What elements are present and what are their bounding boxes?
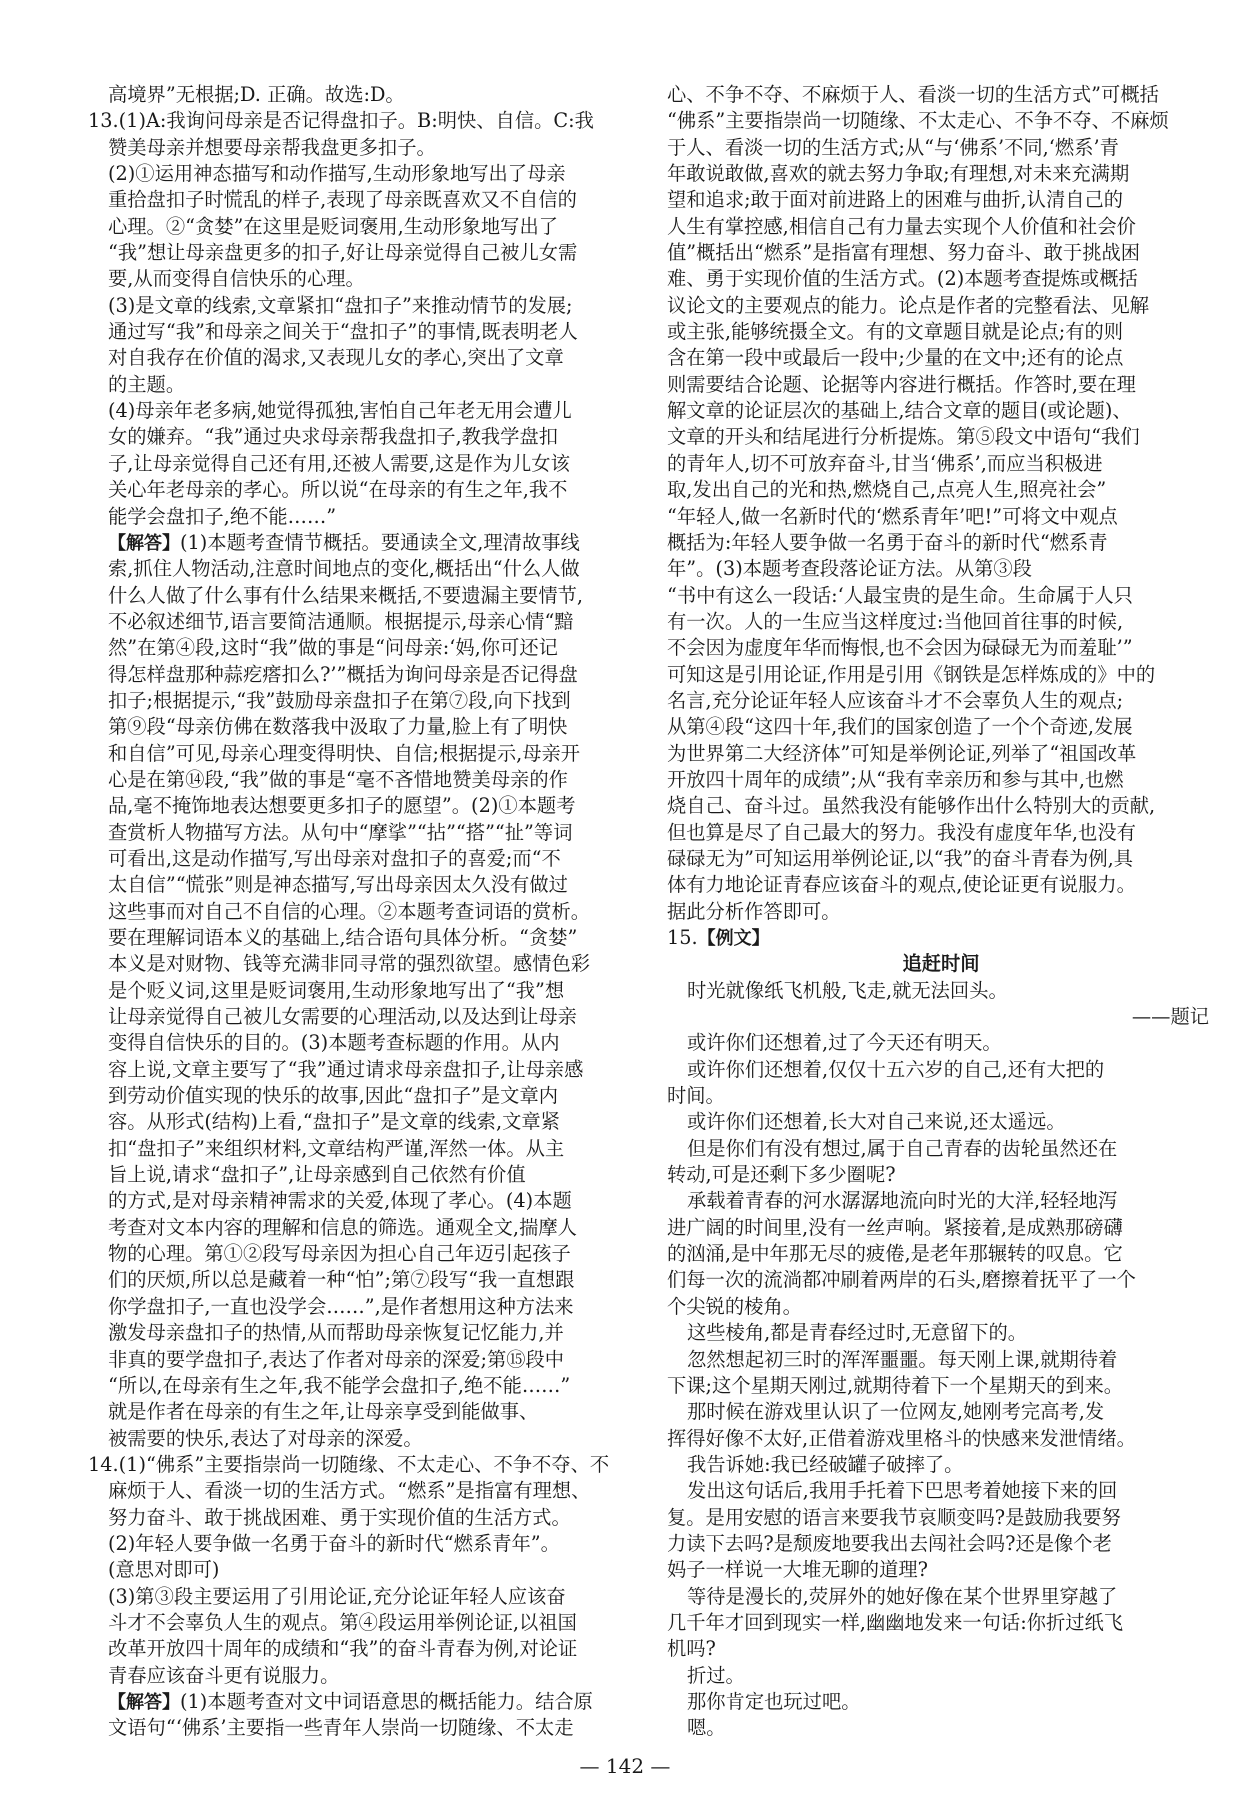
text-line xyxy=(667,214,1215,240)
text-line xyxy=(667,135,1215,161)
line-text: 于人、看淡一切的生活方式;从“与‘佛系’不同,‘燃系’青 xyxy=(667,135,1119,159)
line-text: ——题记 xyxy=(1131,1005,1209,1029)
text-line xyxy=(88,1557,636,1583)
text-line xyxy=(667,872,1215,898)
line-text: 文语句“‘佛系’主要指一些青年人崇尚一切随缘、不太走 xyxy=(108,1716,574,1740)
text-line xyxy=(88,108,636,134)
line-text: (2)①运用神态描写和动作描写,生动形象地写出了母亲 xyxy=(108,162,566,186)
line-text: 心是在第⑭段,“我”做的事是“毫不吝惜地赞美母亲的作 xyxy=(108,767,568,791)
text-line xyxy=(667,424,1215,450)
text-line xyxy=(667,714,1215,740)
line-text: (2)年轻人要争做一名勇于奋斗的新时代“燃系青年”。 xyxy=(108,1531,560,1555)
text-line xyxy=(88,1663,636,1689)
line-text: 挥得好像不太好,正借着游戏里格斗的快感来发泄情绪。 xyxy=(667,1426,1136,1450)
line-text: 查赏析人物描写方法。从句中“摩挲”“拈”“搭”“扯”等词 xyxy=(108,820,573,844)
text-line xyxy=(88,872,636,898)
text-line xyxy=(88,951,636,977)
text-line xyxy=(667,1294,1215,1320)
text-line xyxy=(667,1689,1215,1715)
text-line xyxy=(88,1531,636,1557)
text-line xyxy=(667,1030,1215,1056)
line-text: 进广阔的时间里,没有一丝声响。紧接着,是成熟那磅礴 xyxy=(667,1215,1123,1239)
line-text: 名言,充分论证年轻人应该奋斗才不会辜负人生的观点; xyxy=(667,688,1124,712)
line-text: 人生有掌控感,相信自己有力量去实现个人价值和社会价 xyxy=(667,214,1136,238)
text-line xyxy=(88,793,636,819)
line-text: 或主张,能够统摄全文。有的文章题目就是论点;有的则 xyxy=(667,320,1124,344)
line-text: 那时候在游戏里认识了一位网友,她刚考完高考,发 xyxy=(687,1400,1105,1424)
text-line xyxy=(88,398,636,424)
page-number: — 142 — xyxy=(579,1754,671,1778)
text-line xyxy=(88,662,636,688)
line-text: 的青年人,切不可放弃奋斗,甘当‘佛系’,而应当积极进 xyxy=(667,451,1103,475)
text-line xyxy=(667,583,1215,609)
text-line xyxy=(667,451,1215,477)
line-text: 忽然想起初三时的浑浑噩噩。每天刚上课,就期待着 xyxy=(687,1347,1118,1371)
line-text: 心、不争不夺、不麻烦于人、看淡一切的生活方式”可概括 xyxy=(667,83,1159,106)
line-text: 那你肯定也玩过吧。 xyxy=(687,1689,861,1713)
text-line xyxy=(667,1373,1215,1399)
line-text: 为世界第二大经济体”可知是举例论证,列举了“祖国改革 xyxy=(667,741,1137,765)
text-line xyxy=(88,1109,636,1135)
text-line xyxy=(667,899,1215,925)
text-line xyxy=(667,1610,1215,1636)
line-text: 复。是用安慰的语言来要我节哀顺变吗?是鼓励我要努 xyxy=(667,1505,1121,1529)
text-line xyxy=(88,1478,636,1504)
text-line xyxy=(667,846,1215,872)
line-text: (3)第③段主要运用了引用论证,充分论证年轻人应该奋 xyxy=(108,1584,566,1608)
line-text: 下课;这个星期天刚过,就期待着下一个星期天的到来。 xyxy=(667,1373,1124,1397)
text-line xyxy=(88,1294,636,1320)
line-text: 这些事而对自己不自信的心理。②本题考查词语的赏析。 xyxy=(108,899,591,923)
left-column xyxy=(88,82,636,1742)
text-line xyxy=(88,1188,636,1214)
line-text: “书中有这么一段话:‘人最宝贵的是生命。生命属于人只 xyxy=(667,583,1133,607)
text-line xyxy=(88,1426,636,1452)
text-line xyxy=(88,556,636,582)
line-text: 值”概括出“燃系”是指富有理想、努力奋斗、敢于挑战困 xyxy=(667,241,1141,265)
text-line xyxy=(88,1267,636,1293)
line-text: 让母亲觉得自己被儿女需要的心理活动,以及达到让母亲 xyxy=(108,1005,577,1029)
line-text: 索,抓住人物活动,注意时间地点的变化,概括出“什么人做 xyxy=(108,557,580,581)
line-text: 14.(1)“佛系”主要指崇尚一切随缘、不太走心、不争不夺、不 xyxy=(88,1452,610,1476)
text-line xyxy=(667,477,1215,503)
line-text: 则需要结合论题、论据等内容进行概括。作答时,要在理 xyxy=(667,372,1136,396)
text-line xyxy=(88,1636,636,1662)
line-text: 本义是对财物、钱等充满非同寻常的强烈欲望。感情色彩 xyxy=(108,952,591,976)
line-text: 转动,可是还剩下多少圈呢? xyxy=(667,1163,896,1187)
text-line xyxy=(88,1057,636,1083)
line-text: 我告诉她:我已经破罐子破摔了。 xyxy=(687,1452,964,1476)
text-line xyxy=(88,1584,636,1610)
text-line xyxy=(88,1399,636,1425)
line-text: 要在理解词语本义的基础上,结合语句具体分析。“贪婪” xyxy=(108,926,578,949)
text-line xyxy=(667,793,1215,819)
line-text: 含在第一段中或最后一段中;少量的在文中;还有的论点 xyxy=(667,346,1124,370)
text-line xyxy=(667,1636,1215,1662)
question-number: 15. xyxy=(667,926,698,949)
line-text: 重拾盘扣子时慌乱的样子,表现了母亲既喜欢又不自信的 xyxy=(108,188,577,212)
section-tag: 【解答】 xyxy=(108,532,180,554)
line-text: 这些棱角,都是青春经过时,无意留下的。 xyxy=(687,1321,1028,1345)
line-text: 体有力地论证青春应该奋斗的观点,使论证更有说服力。 xyxy=(667,873,1136,897)
text-line xyxy=(88,319,636,345)
line-text: 或许你们还想着,仅仅十五六岁的自己,还有大把的 xyxy=(687,1057,1105,1081)
line-text: “佛系”主要指崇尚一切随缘、不太走心、不争不夺、不麻烦 xyxy=(667,109,1169,133)
line-text: 然”在第④段,这时“我”做的事是“问母亲:‘妈,你可还记 xyxy=(108,636,558,660)
line-text: 议论文的主要观点的能力。论点是作者的完整看法、见解 xyxy=(667,293,1150,317)
text-line xyxy=(88,1136,636,1162)
text-line xyxy=(667,1004,1215,1030)
right-column xyxy=(667,82,1215,1742)
line-text: 个尖锐的棱角。 xyxy=(667,1294,802,1318)
line-text: 和自信”可见,母亲心理变得明快、自信;根据提示,母亲开 xyxy=(108,741,581,765)
text-line xyxy=(667,240,1215,266)
text-line xyxy=(88,504,636,530)
line-text: 有一次。人的一生应当这样度过:当他回首往事的时候, xyxy=(667,609,1124,633)
line-text: 的汹涌,是中年那无尽的疲倦,是老年那辗转的叹息。它 xyxy=(667,1242,1123,1266)
line-text: 们每一次的流淌都冲刷着两岸的石头,磨擦着抚平了一个 xyxy=(667,1268,1136,1292)
text-line xyxy=(88,767,636,793)
text-line xyxy=(667,1399,1215,1425)
text-line xyxy=(88,214,636,240)
line-text: 麻烦于人、看淡一切的生活方式。“燃系”是指富有理想、 xyxy=(108,1479,591,1503)
line-text: 能学会盘扣子,绝不能……” xyxy=(108,504,337,528)
line-text: 关心年老母亲的孝心。所以说“在母亲的有生之年,我不 xyxy=(108,478,568,502)
line-text: 文章的开头和结尾进行分析提炼。第⑤段文中语句“我们 xyxy=(667,425,1140,449)
text-line xyxy=(88,609,636,635)
text-line xyxy=(667,372,1215,398)
text-line xyxy=(667,767,1215,793)
text-line xyxy=(667,1188,1215,1214)
line-text: 概括为:年轻人要争做一名勇于奋斗的新时代“燃系青 xyxy=(667,530,1108,554)
text-line xyxy=(667,1241,1215,1267)
line-text: 机吗? xyxy=(667,1637,716,1661)
line-text: 考查对文本内容的理解和信息的筛选。通观全文,揣摩人 xyxy=(108,1215,577,1239)
text-line xyxy=(667,1109,1215,1135)
line-text: 嗯。 xyxy=(687,1716,726,1740)
line-text: 赞美母亲并想要母亲帮我盘更多扣子。 xyxy=(108,135,436,159)
line-text: 年敢说敢做,喜欢的就去努力争取;有理想,对未来充满期 xyxy=(667,162,1130,186)
text-line xyxy=(88,1452,636,1478)
line-text: 要,从而变得自信快乐的心理。 xyxy=(108,267,365,291)
line-text: 不会因为虚度年华而悔恨,也不会因为碌碌无为而羞耻’” xyxy=(667,636,1133,660)
line-text: 就是作者在母亲的有生之年,让母亲享受到能做事、 xyxy=(108,1400,539,1424)
text-line xyxy=(667,609,1215,635)
text-line xyxy=(88,1689,636,1715)
text-line xyxy=(667,1347,1215,1373)
section-tag: 【例文】 xyxy=(697,928,770,949)
line-text: 或许你们还想着,长大对自己来说,还太遥远。 xyxy=(687,1110,1066,1134)
line-text: 是个贬义词,这里是贬词褒用,生动形象地写出了“我”想 xyxy=(108,978,565,1002)
text-line xyxy=(88,266,636,292)
text-line xyxy=(667,161,1215,187)
line-text: 从第④段“这四十年,我们的国家创造了一个个奇迹,发展 xyxy=(667,715,1133,739)
text-line xyxy=(667,1057,1215,1083)
text-line xyxy=(88,1610,636,1636)
line-text: (1)本题考查对文中词语意思的概括能力。结合原 xyxy=(180,1689,593,1713)
text-line xyxy=(667,504,1215,530)
text-line xyxy=(667,82,1215,108)
text-line xyxy=(667,635,1215,661)
line-text: 变得自信快乐的目的。(3)本题考查标题的作用。从内 xyxy=(108,1031,560,1055)
line-text: 对自我存在价值的渴求,又表现儿女的孝心,突出了文章 xyxy=(108,346,564,370)
text-line xyxy=(88,424,636,450)
line-text: 发出这句话后,我用手托着下巴思考着她接下来的回 xyxy=(687,1479,1118,1503)
text-line xyxy=(667,345,1215,371)
text-line xyxy=(667,293,1215,319)
text-line xyxy=(667,530,1215,556)
line-text: 开放四十周年的成绩”;从“我有幸亲历和参与其中,也燃 xyxy=(667,767,1124,791)
text-line xyxy=(667,1715,1215,1741)
line-text: 追赶时间 xyxy=(902,952,980,976)
text-line xyxy=(667,1426,1215,1452)
line-text: 努力奋斗、敢于挑战困难、勇于实现价值的生活方式。 xyxy=(108,1505,571,1529)
text-line xyxy=(88,187,636,213)
text-line xyxy=(667,741,1215,767)
line-text: 什么人做了什么事有什么结果来概括,不要遗漏主要情节, xyxy=(108,583,584,607)
line-text: 难、勇于实现价值的生活方式。(2)本题考查提炼或概括 xyxy=(667,267,1138,291)
line-text: 被需要的快乐,表达了对母亲的深爱。 xyxy=(108,1426,423,1450)
text-line xyxy=(667,1083,1215,1109)
line-text: 得怎样盘那种蒜疙瘩扣么?’”概括为询问母亲是否记得盘 xyxy=(108,662,578,686)
text-line xyxy=(667,1478,1215,1504)
text-line xyxy=(88,1030,636,1056)
text-line xyxy=(667,1452,1215,1478)
text-line xyxy=(88,372,636,398)
line-text: 妈子一样说一大堆无聊的道理? xyxy=(667,1558,928,1582)
line-text: 等待是漫长的,荧屏外的她好像在某个世界里穿越了 xyxy=(687,1584,1118,1608)
text-line xyxy=(667,1505,1215,1531)
line-text: 容上说,文章主要写了“我”通过请求母亲盘扣子,让母亲感 xyxy=(108,1057,584,1081)
line-text: 青春应该奋斗更有说服力。 xyxy=(108,1663,340,1687)
line-text: 扣子;根据提示,“我”鼓励母亲盘扣子在第⑦段,向下找到 xyxy=(108,688,571,712)
line-text: “年轻人,做一名新时代的‘燃系青年’吧!”可将文中观点 xyxy=(667,504,1118,528)
line-text: 品,毫不掩饰地表达想要更多扣子的愿望”。(2)①本题考 xyxy=(108,794,576,818)
text-line xyxy=(88,82,636,108)
text-line xyxy=(88,978,636,1004)
text-line xyxy=(667,978,1215,1004)
text-line xyxy=(667,1531,1215,1557)
line-text: 承载着青春的河水潺潺地流向时光的大洋,轻轻地泻 xyxy=(687,1189,1118,1213)
text-line xyxy=(667,662,1215,688)
line-text: 激发母亲盘扣子的热情,从而帮助母亲恢复记忆能力,并 xyxy=(108,1321,564,1345)
line-text: 们的厌烦,所以总是藏着一种“怕”;第⑦段写“我一直想跟 xyxy=(108,1268,575,1292)
line-text: 子,让母亲觉得自己还有用,还被人需要,这是作为儿女该 xyxy=(108,451,570,475)
text-line xyxy=(667,688,1215,714)
text-line xyxy=(667,1663,1215,1689)
line-text: 物的心理。第①②段写母亲因为担心自己年迈引起孩子 xyxy=(108,1242,571,1266)
text-line xyxy=(88,1215,636,1241)
text-line xyxy=(667,820,1215,846)
text-line xyxy=(88,345,636,371)
line-text: 女的嫌弃。“我”通过央求母亲帮我盘扣子,教我学盘扣 xyxy=(108,425,559,449)
text-line xyxy=(88,925,636,951)
text-line xyxy=(667,398,1215,424)
line-text: 13.(1)A:我询问母亲是否记得盘扣子。B:明快、自信。C:我 xyxy=(88,109,594,133)
line-text: 心理。②“贪婪”在这里是贬词褒用,生动形象地写出了 xyxy=(108,214,559,238)
line-text: 时光就像纸飞机般,飞走,就无法回头。 xyxy=(687,978,1008,1002)
line-text: 但是你们有没有想过,属于自己青春的齿轮虽然还在 xyxy=(687,1136,1118,1160)
line-text: (3)是文章的线索,文章紧扣“盘扣子”来推动情节的发展; xyxy=(108,293,573,317)
line-text: 高境界”无根据;D. 正确。故选:D。 xyxy=(108,83,405,106)
line-text: 可知这是引用论证,作用是引用《钢铁是怎样炼成的》中的 xyxy=(667,662,1156,686)
text-line xyxy=(88,135,636,161)
line-text: 非真的要学盘扣子,表达了作者对母亲的深爱;第⑮段中 xyxy=(108,1347,565,1371)
text-line xyxy=(88,1347,636,1373)
line-text: 但也算是尽了自己最大的努力。我没有虚度年华,也没有 xyxy=(667,820,1136,844)
line-text: 可看出,这是动作描写,写出母亲对盘扣子的喜爱;而“不 xyxy=(108,846,561,870)
text-line xyxy=(667,925,1215,951)
text-line xyxy=(88,1162,636,1188)
text-line xyxy=(88,741,636,767)
text-line xyxy=(88,1373,636,1399)
line-text: 折过。 xyxy=(687,1663,745,1687)
text-line xyxy=(88,583,636,609)
text-line xyxy=(667,1136,1215,1162)
line-text: 解文章的论证层次的基础上,结合文章的题目(或论题)、 xyxy=(667,399,1132,423)
line-text: 第⑨段“母亲仿佛在数落我中汲取了力量,脸上有了明快 xyxy=(108,715,568,739)
text-line xyxy=(667,108,1215,134)
line-text: 碌碌无为”可知运用举例论证,以“我”的奋斗青春为例,具 xyxy=(667,846,1134,870)
text-line xyxy=(88,477,636,503)
line-text: 旨上说,请求“盘扣子”,让母亲感到自己依然有价值 xyxy=(108,1163,526,1187)
text-line xyxy=(667,1584,1215,1610)
text-line xyxy=(88,688,636,714)
line-text: 年”。(3)本题考查段落论证方法。从第③段 xyxy=(667,557,1032,581)
line-text: 据此分析作答即可。 xyxy=(667,899,841,923)
line-text: 的主题。 xyxy=(108,372,186,396)
line-text: 改革开放四十周年的成绩和“我”的奋斗青春为例,对论证 xyxy=(108,1637,578,1661)
text-line xyxy=(88,1004,636,1030)
text-line xyxy=(88,451,636,477)
text-line xyxy=(88,530,636,556)
line-text: 通过写“我”和母亲之间关于“盘扣子”的事情,既表明老人 xyxy=(108,320,578,344)
line-text: “所以,在母亲有生之年,我不能学会盘扣子,绝不能……” xyxy=(108,1373,571,1397)
text-line xyxy=(88,635,636,661)
section-tag: 【解答】 xyxy=(108,1691,180,1713)
text-line xyxy=(88,240,636,266)
line-text: (4)母亲年老多病,她觉得孤独,害怕自己年老无用会遭儿 xyxy=(108,399,572,423)
text-line xyxy=(667,1320,1215,1346)
line-text: 取,发出自己的光和热,燃烧自己,点亮人生,照亮社会” xyxy=(667,478,1107,502)
text-line xyxy=(667,1215,1215,1241)
text-line xyxy=(667,1162,1215,1188)
line-text: 望和追求;敢于面对前进路上的困难与曲折,认清自己的 xyxy=(667,188,1124,212)
text-line xyxy=(667,556,1215,582)
line-text: 扣“盘扣子”来组织材料,文章结构严谨,浑然一体。从主 xyxy=(108,1136,565,1160)
text-line xyxy=(88,714,636,740)
text-line xyxy=(667,266,1215,292)
text-line xyxy=(88,1715,636,1741)
text-line xyxy=(667,319,1215,345)
line-text: 斗才不会辜负人生的观点。第④段运用举例论证,以祖国 xyxy=(108,1610,577,1634)
line-text: 你学盘扣子,一直也没学会……”,是作者想用这种方法来 xyxy=(108,1294,574,1318)
text-line xyxy=(88,820,636,846)
line-text: 到劳动价值实现的快乐的故事,因此“盘扣子”是文章内 xyxy=(108,1084,559,1108)
text-line xyxy=(88,1083,636,1109)
text-line xyxy=(667,1557,1215,1583)
text-line xyxy=(667,1267,1215,1293)
line-text: (意思对即可) xyxy=(108,1558,220,1582)
text-line xyxy=(667,951,1215,977)
line-text: (1)本题考查情节概括。要通读全文,理清故事线 xyxy=(180,530,580,554)
text-line xyxy=(88,1241,636,1267)
text-line xyxy=(667,187,1215,213)
text-line xyxy=(88,1505,636,1531)
text-line xyxy=(88,293,636,319)
line-text: 力读下去吗?是颓废地要我出去闯社会吗?还是像个老 xyxy=(667,1531,1112,1555)
line-text: 几千年才回到现实一样,幽幽地发来一句话:你折过纸飞 xyxy=(667,1610,1124,1634)
line-text: 时间。 xyxy=(667,1084,725,1108)
line-text: 不必叙述细节,语言要简洁通顺。根据提示,母亲心情“黯 xyxy=(108,609,574,633)
text-line xyxy=(88,161,636,187)
text-line xyxy=(88,846,636,872)
line-text: 或许你们还想着,过了今天还有明天。 xyxy=(687,1031,1002,1055)
line-text: 的方式,是对母亲精神需求的关爱,体现了孝心。(4)本题 xyxy=(108,1189,572,1213)
line-text: 烧自己、奋斗过。虽然我没有能够作出什么特别大的贡献, xyxy=(667,794,1156,818)
line-text: 容。从形式(结构)上看,“盘扣子”是文章的线索,文章紧 xyxy=(108,1110,560,1134)
text-line xyxy=(88,1320,636,1346)
line-text: 太自信”“慌张”则是神态描写,写出母亲因太久没有做过 xyxy=(108,873,568,897)
text-line xyxy=(88,899,636,925)
line-text: “我”想让母亲盘更多的扣子,好让母亲觉得自己被儿女需 xyxy=(108,241,578,265)
